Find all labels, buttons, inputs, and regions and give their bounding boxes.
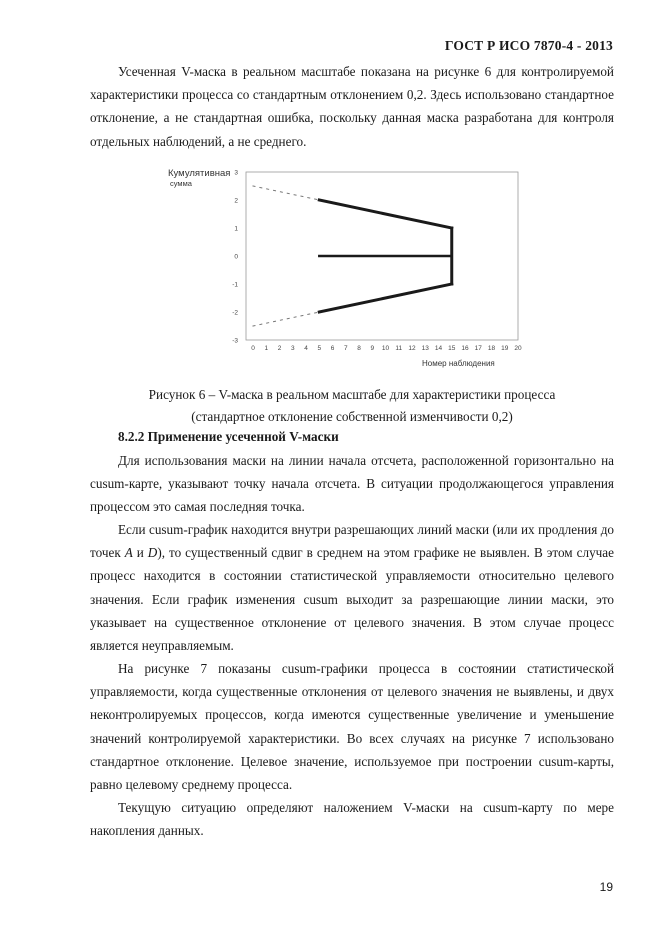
y-tick-0: 3 [234,169,238,177]
x-tick-6: 6 [330,345,335,352]
y-tick-6: -3 [232,337,238,345]
y-tick-3: 0 [234,253,238,261]
paragraph-figure7: На рисунке 7 показаны cusum-графики процесса в состоянии статистической управляемости, когда существенные отклонения от целевого значения не выявлены, и двух неконтролируемых процессов, когда имеются существенные увеличение и уменьшение значений контролируемой характеристики. Во всех случаях на рисунке 7 использовано стандартное отклонение. Целевое значение, используемое при построении cusum-карты, равно целевому среднему процесса. [90,661,614,793]
x-tick-10: 10 [381,345,390,352]
figure-caption-line1: Рисунок 6 – V-маска в реальном масштабе для характеристики процесса [148,387,556,402]
x-tick-2: 2 [277,345,282,352]
p3-text-1: Если cusum-график находится внутри разрешающих линий маски (или их продления до точек [90,522,614,561]
y-tick-2: 1 [234,225,238,233]
y-tick-labels [232,170,238,345]
p3-text-2: и [132,545,148,561]
series-lower-extension [253,312,319,326]
page-number: 19 [599,880,613,894]
x-tick-16: 16 [461,345,469,352]
figure-caption-line2: (стандартное отклонение собственной изменчивости 0,2) [191,409,513,424]
x-tick-7: 7 [343,345,348,352]
x-tick-17: 17 [474,345,482,352]
vmask-series [253,186,452,326]
x-tick-3: 3 [290,345,295,352]
paragraph-current-situation: Текущую ситуацию определяют наложением V-маски на cusum-карту по мере накопления данных. [90,800,614,839]
point-d-label: D [147,545,158,561]
x-tick-20: 20 [514,345,522,352]
series-upper-arm [319,200,452,228]
x-axis-label: Номер наблюдения [422,359,495,368]
x-tick-19: 19 [501,345,509,352]
y-tick-4: -1 [232,281,238,289]
x-tick-18: 18 [487,345,496,352]
y-axis-label-line1: Кумулятивная [168,168,231,179]
y-tick-1: 2 [234,197,238,205]
page-header: ГОСТ Р ИСО 7870-4 - 2013 [444,38,613,53]
x-tick-1: 1 [264,345,269,352]
section-heading: 8.2.2 Применение усеченной V-маски [118,429,339,444]
series-upper-extension [253,186,319,200]
figure-6-chart [160,160,530,375]
paragraph-usage: Для использования маски на линии начала отсчета, расположенной горизонтально на cusum-карте, указывают точку начала отсчета. В ситуации продолжающегося управления процессом это самая последняя точка. [90,453,614,515]
y-tick-5: -2 [232,309,238,317]
x-tick-5: 5 [317,345,322,352]
x-tick-11: 11 [395,345,403,352]
x-tick-labels [251,345,522,352]
x-tick-13: 13 [421,345,429,352]
x-tick-0: 0 [251,345,255,352]
paragraph-decision [90,518,614,657]
paragraph-intro: Усеченная V-маска в реальном масштабе показана на рисунке 6 для контролируемой характеристики процесса со стандартным отклонением 0,2. Здесь использовано стандартное отклонение, а не стандартная ошибка, поскольку данная маска разработана для контроля отдельных наблюдений, а не среднего. [90,64,614,149]
y-axis-label-line2: сумма [170,179,192,188]
x-tick-9: 9 [370,345,375,352]
point-a-label: A [124,545,133,561]
x-tick-14: 14 [434,345,443,352]
x-tick-4: 4 [304,345,308,352]
p3-text-3: ), то существенный сдвиг в среднем на этом графике не выявлен. В этом случае процесс находится в состоянии статистической управляемости относительно целевого значения. Если график изменения cusum выходит за разрешающие линии маски, это указывает на существенное отклонение от целевого значения. В этом случае процесс является неуправляемым. [90,545,614,654]
x-tick-8: 8 [357,345,361,352]
series-lower-arm [319,284,452,312]
x-tick-15: 15 [448,345,456,352]
x-tick-12: 12 [408,345,416,352]
